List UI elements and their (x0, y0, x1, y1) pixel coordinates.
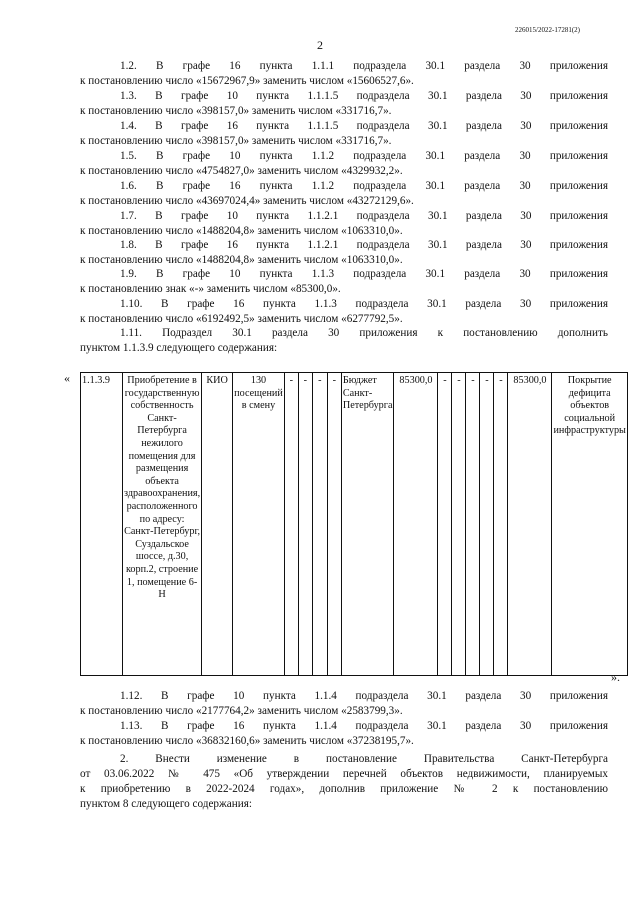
paragraph-1-13: 1.13. В графе 16 пункта 1.1.4 подраздела 30.1 раздела 30 приложения к постановлению число «36832160,6» заменить числом «37238195,7». (80, 720, 608, 747)
paragraph-1-9: 1.9. В графе 10 пункта 1.1.3 подраздела 30.1 раздела 30 приложения к постановлению знак «-» заменить числом «85300,0». (80, 268, 608, 295)
paragraph-2: 2. Внести изменение в постановление Правительства Санкт-Петербурга от 03.06.2022 № 475 «Об утверждении перечней объектов недвижимости, планируемых к приобретению в 2022-2024 годах», дополнив приложение № 2 к постановлению пунктом 8 следующего содержания: (80, 753, 608, 810)
cell-col7: - (312, 373, 327, 676)
page-number: 2 (317, 38, 323, 52)
paragraph-1-12: 1.12. В графе 10 пункта 1.1.4 подраздела 30.1 раздела 30 приложения к постановлению число «2177764,2» заменить числом «2583799,3». (80, 690, 608, 717)
cell-agency: КИО (202, 373, 233, 676)
cell-number: 1.1.3.9 (81, 373, 123, 676)
paragraph-1-5: 1.5. В графе 10 пункта 1.1.2 подраздела 30.1 раздела 30 приложения к постановлению число «4754827,0» заменить числом «4329932,2». (80, 150, 608, 177)
paragraph-1-3: 1.3. В графе 10 пункта 1.1.1.5 подраздела 30.1 раздела 30 приложения к постановлению число «398157,0» заменить числом «331716,7». (80, 90, 608, 117)
paragraph-1-4: 1.4. В графе 16 пункта 1.1.1.5 подраздела 30.1 раздела 30 приложения к постановлению число «398157,0» заменить числом «331716,7». (80, 120, 608, 147)
cell-col5: - (284, 373, 298, 676)
closing-quote: ». (611, 670, 620, 684)
paragraph-1-6: 1.6. В графе 16 пункта 1.1.2 подраздела 30.1 раздела 30 приложения к постановлению число «43697024,4» заменить числом «43272129,6». (80, 180, 608, 207)
cell-object-name: Приобретение в государственную собственность Санкт-Петербурга нежилого помещения для размещения объекта здравоохранения, расположенного по адресу: Санкт-Петербург, Суздальское шоссе, д.30, корп.2, строение 1, помещение 6-Н (123, 373, 202, 676)
cell-col16: 85300,0 (508, 373, 552, 676)
cell-col8: - (327, 373, 341, 676)
cell-capacity: 130 посещений в смену (233, 373, 285, 676)
cell-purpose: Покрытие дефицита объектов социальной инфраструктуры (552, 373, 627, 676)
cell-col14: - (480, 373, 494, 676)
table-row (81, 373, 628, 676)
paragraph-1-11: 1.11. Подраздел 30.1 раздела 30 приложения к постановлению дополнить пунктом 1.1.3.9 следующего содержания: (80, 327, 608, 354)
cell-col15: - (494, 373, 508, 676)
cell-funding-source: Бюджет Санкт-Петербурга (341, 373, 394, 676)
opening-quote: « (64, 371, 70, 385)
cell-col10: 85300,0 (394, 373, 438, 676)
paragraph-1-2: 1.2. В графе 16 пункта 1.1.1 подраздела 30.1 раздела 30 приложения к постановлению число «15672967,9» заменить числом «15606527,6». (80, 60, 608, 87)
cell-col13: - (466, 373, 480, 676)
cell-col11: - (438, 373, 452, 676)
inserted-item-table (80, 372, 628, 676)
paragraph-1-10: 1.10. В графе 16 пункта 1.1.3 подраздела 30.1 раздела 30 приложения к постановлению число «6192492,5» заменить числом «6277792,5». (80, 298, 608, 325)
cell-col12: - (452, 373, 466, 676)
paragraph-1-7: 1.7. В графе 10 пункта 1.1.2.1 подраздела 30.1 раздела 30 приложения к постановлению число «1488204,8» заменить числом «1063310,0». (80, 210, 608, 237)
cell-col6: - (298, 373, 312, 676)
document-id: 226015/2022-17281(2) (515, 26, 580, 34)
paragraph-1-8: 1.8. В графе 16 пункта 1.1.2.1 подраздела 30.1 раздела 30 приложения к постановлению число «1488204,8» заменить числом «1063310,0». (80, 239, 608, 266)
